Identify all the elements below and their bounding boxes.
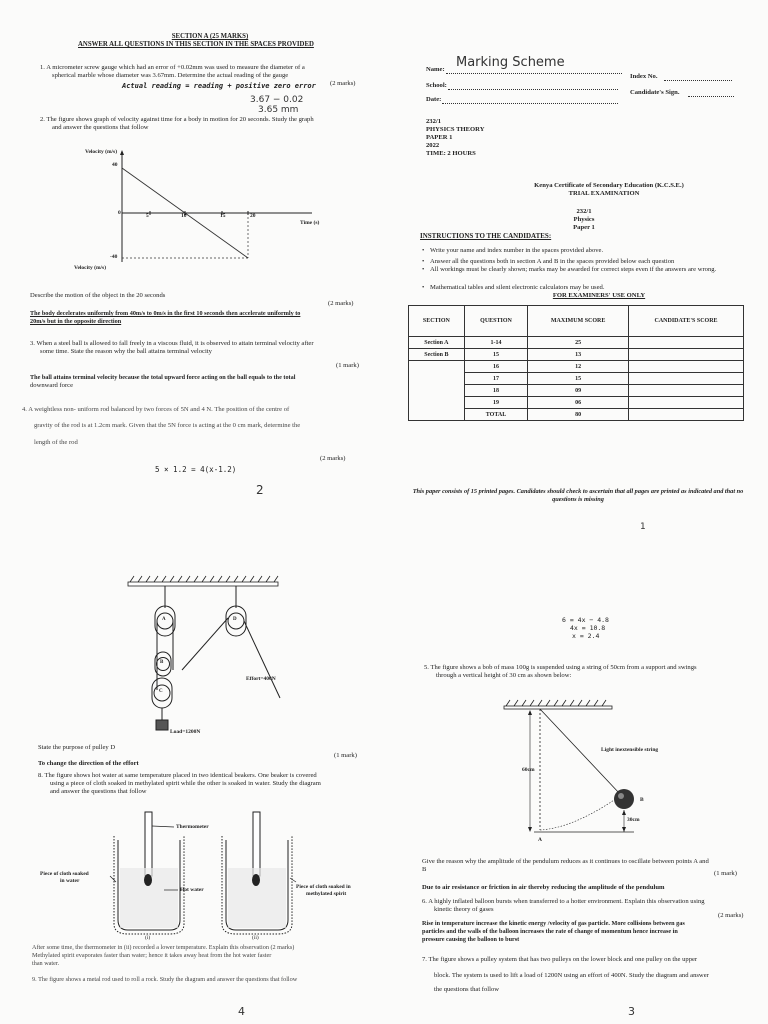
table-row (409, 397, 744, 409)
school-label: School: (426, 82, 447, 89)
graph-zero: 0 (118, 210, 121, 216)
graph-y-label-bottom: Velocity (m/s) (74, 265, 107, 271)
q5-line1: 5. The figure shows a bob of mass 100g is suspended using a string of 50cm from a support and swings (424, 664, 697, 671)
cell-question: 19 (464, 397, 527, 409)
page-number: 2 (256, 483, 264, 497)
q1-line2: spherical marble whose diameter was 3.67mm. Determine the actual reading of the gauge (52, 72, 289, 79)
cell-max: 25 (528, 337, 629, 349)
examiners-title: FOR EXAMINERS' USE ONLY (552, 292, 646, 299)
cell-section (409, 397, 465, 409)
graph-tick-5: 5 (146, 213, 149, 219)
cell-max: 13 (528, 349, 629, 361)
table-row (409, 373, 744, 385)
exam-page-4 (0, 530, 384, 1024)
cell-score[interactable] (629, 373, 744, 385)
cell-section (409, 385, 465, 397)
pendulum-diagram (384, 530, 768, 850)
pulley-question: State the purpose of pulley D (38, 744, 116, 751)
instructions-title: INSTRUCTIONS TO THE CANDIDATES: (420, 232, 552, 240)
q3-line1: 3. When a steel ball is allowed to fall freely in a viscous fluid, it is observed to attain terminal velocity after (30, 340, 314, 347)
sign-label: Candidate's Sign. (630, 89, 680, 96)
thermometer-label: Thermometer (176, 824, 209, 830)
instruction-2: Answer all the questions both in section A and B in the spaces provided below each question (430, 258, 675, 265)
beaker-i-label: (i) (145, 935, 151, 941)
page-number: 4 (238, 1005, 245, 1018)
graph-y-bottom: -40 (110, 254, 118, 260)
q8-line3: and answer the questions that follow (50, 788, 147, 795)
q1-line1: 1. A micrometer screw gauge which had an error of +0.02mm was used to measure the diameter of a (40, 64, 305, 71)
q4-line1: 4. A weightless non- uniform rod balanced by two forces of 5N and 4 N. The position of the centre of (22, 406, 290, 413)
graph-tick-10: 10 (181, 213, 187, 219)
score-table-header (409, 306, 744, 337)
cell-max: 12 (528, 361, 629, 373)
cell-score[interactable] (629, 397, 744, 409)
load-label: Load=1200N (170, 729, 201, 735)
subject: PHYSICS THEORY (426, 126, 485, 133)
paper: PAPER 1 (426, 134, 453, 141)
cell-question: 17 (464, 373, 527, 385)
col-question: QUESTION (464, 306, 527, 337)
name-value: Marking Scheme (456, 55, 565, 70)
q3-answer-1: The ball attains terminal velocity because the total upward force acting on the ball equals to the total (30, 374, 296, 381)
q3-line2: some time. State the reason why the ball attains terminal velocity (40, 348, 212, 355)
pulley-b-label: B (160, 660, 164, 665)
point-a-label: A (538, 837, 542, 843)
graph-tick-15: 15 (220, 213, 226, 219)
graph-y-top: 40 (112, 162, 118, 168)
cell-max: 80 (528, 409, 629, 421)
q8-answer-3: than water. (32, 960, 60, 967)
index-label: Index No. (630, 73, 658, 80)
table-row (409, 409, 744, 421)
q5-question-1: Give the reason why the amplitude of the pendulum reduces as it continues to oscillate between points A and (422, 858, 709, 865)
q2-question: Describe the motion of the object in the 20 seconds (30, 292, 166, 299)
q7-line2: block. The system is used to lift a load of 1200N using an effort of 400N. Study the diagram and answer (434, 972, 709, 979)
table-row (409, 385, 744, 397)
cell-question: 1-14 (464, 337, 527, 349)
hot-water-label: Hot water (180, 887, 204, 893)
name-line (446, 73, 622, 74)
instruction-bullet-2: • (422, 258, 425, 265)
cell-score[interactable] (629, 361, 744, 373)
q7-line1: 7. The figure shows a pulley system that has two pulleys on the lower block and one pulley on the upper (422, 956, 698, 963)
cloth-water-label-2: in water (60, 878, 80, 884)
cell-max: 06 (528, 397, 629, 409)
section-a-instruction: ANSWER ALL QUESTIONS IN THIS SECTION IN THE SPACES PROVIDED (78, 41, 314, 48)
q2-answer-1: The body decelerates uniformly from 40m/s to 0m/s in the first 10 seconds then accelerate uniformly to (30, 310, 301, 317)
point-b-label: B (640, 797, 644, 803)
cell-section (409, 409, 465, 421)
q6-answer-3: pressure causing the balloon to burst (422, 936, 520, 943)
cloth-spirit-label-2: methylated spirit (306, 891, 347, 897)
q4-working: 5 × 1.2 = 4(x-1.2) (155, 465, 237, 474)
paper-code-2: 232/1 (576, 208, 592, 215)
cell-question: TOTAL (464, 409, 527, 421)
q6-answer-1: Rise in temperature increase the kinetic energy /velocity of gas particle. More collisions between gas (422, 920, 685, 927)
q2-answer-2: 20m/s but in the opposite direction (30, 318, 122, 325)
year: 2022 (426, 142, 440, 149)
q6-answer-2: particles and the walls of the balloon increases the rate of change of momentum hence increase in (422, 928, 678, 935)
string-label: Light inextensible string (601, 747, 659, 753)
exam-subtitle: TRIAL EXAMINATION (568, 190, 640, 197)
cloth-spirit-label-1: Piece of cloth soaked in (296, 884, 351, 890)
q8-answer-2: Methylated spirit evaporates faster than water; hence it takes away heat from the hot water faster (32, 952, 272, 959)
cell-score[interactable] (629, 337, 744, 349)
graph-x-label: Time (s) (300, 220, 320, 226)
cell-question: 18 (464, 385, 527, 397)
pulley-c-label: C (159, 689, 163, 694)
cell-section: Section A (409, 337, 465, 349)
q1-formula: Actual reading = reading + positive zero error (122, 82, 316, 90)
exam-page-2 (0, 0, 384, 530)
school-line (448, 89, 618, 90)
q3-answer-2: downward force (30, 382, 74, 389)
height-label: 30cm (627, 817, 640, 823)
instruction-bullet-4: • (422, 284, 425, 291)
q7-line3: the questions that follow (434, 986, 500, 993)
pulley-answer: To change the direction of the effort (38, 760, 139, 767)
q8-line1: 8. The figure shows hot water at same temperature placed in two identical beakers. One beaker is covered (38, 772, 317, 779)
cell-max: 15 (528, 373, 629, 385)
q6-marks: (2 marks) (718, 912, 744, 919)
q3-marks: (1 mark) (336, 362, 359, 369)
q4-marks: (2 marks) (320, 455, 346, 462)
q5-question-2: B (422, 866, 427, 873)
q2-line1: 2. The figure shows graph of velocity against time for a body in motion for 20 seconds. Study the graph (40, 116, 314, 123)
pulley-d-label: D (233, 617, 237, 622)
q2-line2: and answer the questions that follow (52, 124, 149, 131)
duration: TIME: 2 HOURS (426, 150, 476, 157)
score-table (408, 305, 744, 421)
q6-line1: 6. A highly inflated balloon bursts when transferred to a hotter environment. Explain this observation using (422, 898, 705, 905)
date-label: Date: (426, 96, 442, 103)
index-line (664, 80, 732, 81)
q4-working-1: 6 = 4x − 4.8 (562, 616, 609, 624)
q4-line3: length of the rod (34, 439, 78, 446)
cell-question: 16 (464, 361, 527, 373)
graph-y-label: Velocity (m/s) (85, 149, 118, 155)
q5-answer: Due to air resistance or friction in air thereby reducing the amplitude of the pendulum (422, 884, 665, 891)
paper-2: Paper 1 (573, 224, 595, 231)
exam-page-3 (384, 530, 768, 1024)
col-candidate-score: CANDIDATE'S SCORE (629, 306, 744, 337)
pulley-a-label: A (162, 617, 166, 622)
col-max-score: MAXIMUM SCORE (528, 306, 629, 337)
sign-line (688, 96, 734, 97)
instruction-1: Write your name and index number in the spaces provided above. (430, 247, 604, 254)
q5-line2: through a vertical height of 30 cm as shown below: (436, 672, 572, 679)
paper-code: 232/1 (426, 118, 442, 125)
cell-score[interactable] (629, 385, 744, 397)
cell-question: 15 (464, 349, 527, 361)
section-a-title: SECTION A (25 MARKS) (171, 33, 249, 40)
cell-section: Section B (409, 349, 465, 361)
graph-tick-20: 20 (250, 213, 256, 219)
q1-working-2: 3.65 mm (258, 105, 299, 115)
cell-max: 09 (528, 385, 629, 397)
q1-working-1: 3.67 − 0.02 (250, 95, 304, 105)
cell-score[interactable] (629, 349, 744, 361)
q5-marks: (1 mark) (714, 870, 737, 877)
q4-working-2: 4x = 10.8 (570, 624, 606, 632)
effort-label: Effort=400N (246, 676, 276, 682)
q6-line2: kinetic theory of gases (434, 906, 494, 913)
cloth-water-label-1: Piece of cloth soaked (40, 871, 89, 877)
q2-marks: (2 marks) (328, 300, 354, 307)
col-section: SECTION (409, 306, 465, 337)
instruction-4: Mathematical tables and silent electronic calculators may be used. (430, 284, 605, 291)
velocity-time-graph (0, 0, 384, 300)
exam-cover-page (384, 0, 768, 530)
q8-line2: using a piece of cloth soaked in methylated spirit while the other is soaked in water. Study the diagram (50, 780, 321, 787)
pulley-question-marks: (1 mark) (334, 752, 357, 759)
date-line (442, 103, 618, 104)
subject-2: Physics (573, 216, 595, 223)
cell-section (409, 373, 465, 385)
page-number: 1 (640, 522, 646, 530)
q1-marks: (2 marks) (330, 80, 356, 87)
instruction-bullet-1: • (422, 247, 425, 254)
table-row (409, 349, 744, 361)
q4-line2: gravity of the rod is at 1.2cm mark. Given that the 5N force is acting at the 0 cm mark, determine the (34, 422, 301, 429)
name-label: Name: (426, 66, 445, 73)
q4-working-3: x = 2.4 (572, 632, 600, 640)
length-label: 60cm (522, 767, 535, 773)
table-row (409, 361, 744, 373)
instruction-3: All workings must be clearly shown; marks may be awarded for correct steps even if the answers are wrong. (430, 266, 717, 273)
q9-line: 9. The figure shows a metal rod used to roll a rock. Study the diagram and answer the questions that follow (32, 976, 298, 983)
exam-title: Kenya Certificate of Secondary Education (K.C.S.E.) (534, 182, 684, 189)
cell-score[interactable] (629, 409, 744, 421)
beaker-ii-label: (ii) (252, 935, 259, 941)
table-row (409, 337, 744, 349)
cover-footer: This paper consists of 15 printed pages. Candidates should check to ascertain that all pages are printed as indicated and that no questions is missing (412, 488, 744, 503)
cell-section (409, 361, 465, 373)
q8-answer-1: After some time, the thermometer in (ii) recorded a lower temperature. Explain this observation (2 marks) (32, 944, 295, 951)
instruction-bullet-3: • (422, 266, 425, 273)
page-number: 3 (628, 1005, 635, 1018)
